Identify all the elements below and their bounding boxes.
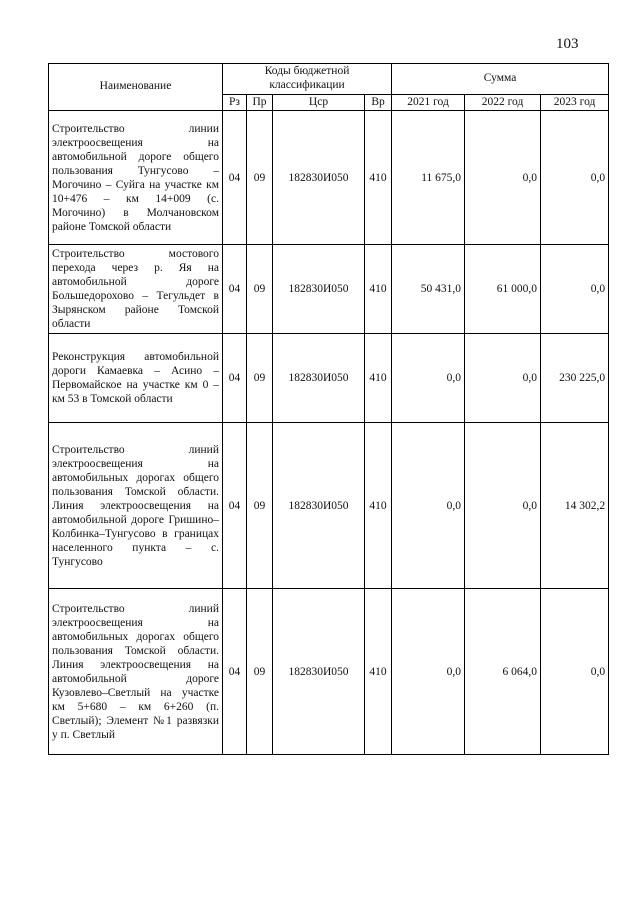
row-vr: 410	[365, 589, 392, 755]
row-rz: 04	[223, 245, 247, 334]
table-row	[49, 589, 609, 755]
row-rz: 04	[223, 589, 247, 755]
row-vr: 410	[365, 111, 392, 245]
row-2021: 0,0	[392, 423, 465, 589]
row-vr: 410	[365, 334, 392, 423]
row-pr: 09	[247, 334, 273, 423]
header-2022: 2022 год	[465, 94, 541, 111]
budget-table	[48, 63, 609, 755]
row-name: Строительство линии электроосвещения на автомобильной дороге общего пользования Тунгусово – Могочино – Суйга на участке км 10+476 – км 14+009 (с. Могочино) в Молчановском районе Томской области	[49, 111, 223, 245]
row-2023: 230 225,0	[541, 334, 609, 423]
row-csr: 182830И050	[273, 589, 365, 755]
row-csr: 182830И050	[273, 423, 365, 589]
row-pr: 09	[247, 111, 273, 245]
row-csr: 182830И050	[273, 334, 365, 423]
row-name: Строительство мостового перехода через р. Яя на автомобильной дороге Большедорохово – Тегульдет в Зырянском районе Томской области	[49, 245, 223, 334]
row-2022: 61 000,0	[465, 245, 541, 334]
row-2023: 0,0	[541, 245, 609, 334]
row-2022: 6 064,0	[465, 589, 541, 755]
row-vr: 410	[365, 423, 392, 589]
header-sum: Сумма	[392, 64, 609, 95]
row-csr: 182830И050	[273, 111, 365, 245]
table-row	[49, 111, 609, 245]
row-rz: 04	[223, 111, 247, 245]
row-rz: 04	[223, 334, 247, 423]
header-rz: Рз	[223, 94, 247, 111]
header-2023: 2023 год	[541, 94, 609, 111]
row-name: Строительство линий электроосвещения на автомобильных дорогах общего пользования Томской области. Линия электроосвещения на автомобильной дороге Гришино–Колбинка–Тунгусово в границах населенного пункта – с. Тунгусово	[49, 423, 223, 589]
row-2023: 14 302,2	[541, 423, 609, 589]
header-codes: Коды бюджетной классификации	[223, 64, 392, 95]
row-vr: 410	[365, 245, 392, 334]
row-2023: 0,0	[541, 111, 609, 245]
row-2021: 0,0	[392, 589, 465, 755]
row-pr: 09	[247, 589, 273, 755]
row-rz: 04	[223, 423, 247, 589]
row-2021: 0,0	[392, 334, 465, 423]
row-2022: 0,0	[465, 334, 541, 423]
table-row	[49, 245, 609, 334]
row-pr: 09	[247, 423, 273, 589]
row-2021: 50 431,0	[392, 245, 465, 334]
page-number: 103	[556, 36, 579, 52]
header-name: Наименование	[49, 64, 223, 111]
row-2023: 0,0	[541, 589, 609, 755]
table-row	[49, 423, 609, 589]
row-2022: 0,0	[465, 423, 541, 589]
row-2021: 11 675,0	[392, 111, 465, 245]
row-pr: 09	[247, 245, 273, 334]
table-row	[49, 334, 609, 423]
row-name: Строительство линий электроосвещения на автомобильных дорогах общего пользования Томской области. Линия электроосвещения на автомобильной дороге Кузовлево–Светлый на участке км 5+680 – км 6+260 (п. Светлый); Элемент №1 развязки у п. Светлый	[49, 589, 223, 755]
row-2022: 0,0	[465, 111, 541, 245]
row-csr: 182830И050	[273, 245, 365, 334]
header-pr: Пр	[247, 94, 273, 111]
header-csr: Цср	[273, 94, 365, 111]
header-vr: Вр	[365, 94, 392, 111]
header-2021: 2021 год	[392, 94, 465, 111]
row-name: Реконструкция автомобильной дороги Камаевка – Асино – Первомайское на участке км 0 – км 53 в Томской области	[49, 334, 223, 423]
